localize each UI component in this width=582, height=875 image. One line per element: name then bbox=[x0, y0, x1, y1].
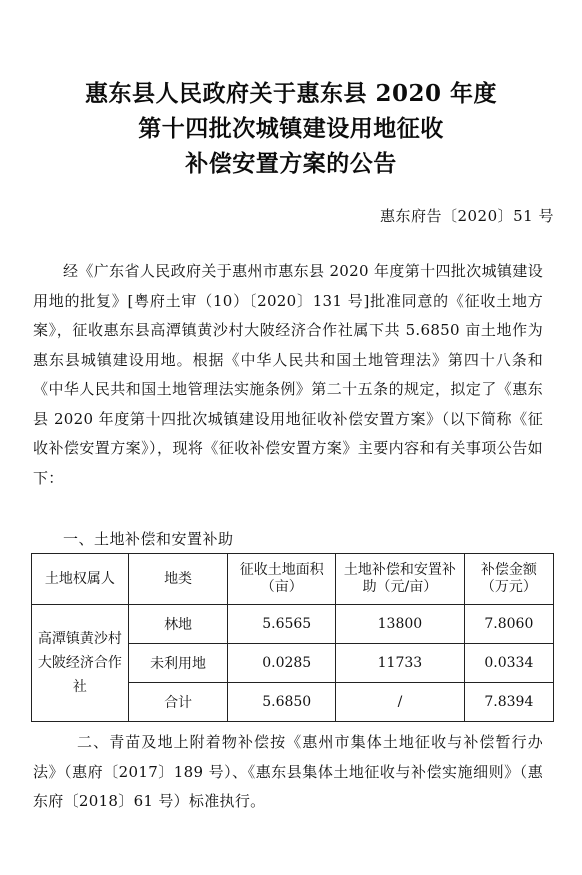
section-2-paragraph: 二、青苗及地上附着物补偿按《惠州市集体土地征收与补偿暂行办法》（惠府〔2017〕189 号）、《惠东县集体土地征收与补偿实施细则》（惠东府〔2018〕61 号）标准执行。 bbox=[33, 733, 543, 810]
section-1-heading: 一、土地补偿和安置补助 bbox=[63, 530, 234, 548]
table-row bbox=[32, 605, 554, 644]
intro-paragraph: 经《广东省人民政府关于惠州市惠东县 2020 年度第十四批次城镇建设用地的批复》[粤府土审（10）〔2020〕131 号]批准同意的《征收土地方案》，征收惠东县高潭镇黄沙村大陂经济合作社属下共 5.6850 亩土地作为惠东县城镇建设用地。根据《中华人民共和国土地管理法》第四十八条和《中华人民共和国土地管理法实施条例》第二十五条的规定，拟定了《惠东县 2020 年度第十四批次城镇建设用地征收补偿安置方案》（以下简称《征收补偿安置方案》），现将《征收补偿安置方案》主要内容和有关事项公告如下： bbox=[33, 262, 543, 487]
cell-rate: 11733 bbox=[336, 644, 465, 683]
cell-amount: 7.8394 bbox=[464, 683, 553, 722]
cell-rate: 13800 bbox=[336, 605, 465, 644]
table-header-row bbox=[32, 554, 554, 605]
cell-area: 5.6850 bbox=[228, 683, 336, 722]
document-title bbox=[0, 76, 582, 181]
title-line-3: 补偿安置方案的公告 bbox=[185, 150, 397, 177]
compensation-table bbox=[31, 553, 554, 722]
cell-land-type: 合计 bbox=[128, 683, 228, 722]
header-owner: 土地权属人 bbox=[32, 554, 129, 605]
cell-land-type: 未利用地 bbox=[128, 644, 228, 683]
title-line-2: 第十四批次城镇建设用地征收 bbox=[138, 115, 444, 142]
cell-amount: 0.0334 bbox=[464, 644, 553, 683]
cell-area: 0.0285 bbox=[228, 644, 336, 683]
cell-area: 5.6565 bbox=[228, 605, 336, 644]
cell-rate: / bbox=[336, 683, 465, 722]
header-land-type: 地类 bbox=[128, 554, 228, 605]
header-rate: 土地补偿和安置补助（元/亩） bbox=[336, 554, 465, 605]
header-amount: 补偿金额（万元） bbox=[464, 554, 553, 605]
cell-amount: 7.8060 bbox=[464, 605, 553, 644]
header-area: 征收土地面积（亩） bbox=[228, 554, 336, 605]
title-line-1: 惠东县人民政府关于惠东县 2020 年度 bbox=[84, 80, 498, 107]
cell-land-type: 林地 bbox=[128, 605, 228, 644]
cell-owner-name: 高潭镇黄沙村大陂经济合作社 bbox=[32, 605, 129, 722]
document-number: 惠东府告〔2020〕51 号 bbox=[379, 207, 554, 225]
